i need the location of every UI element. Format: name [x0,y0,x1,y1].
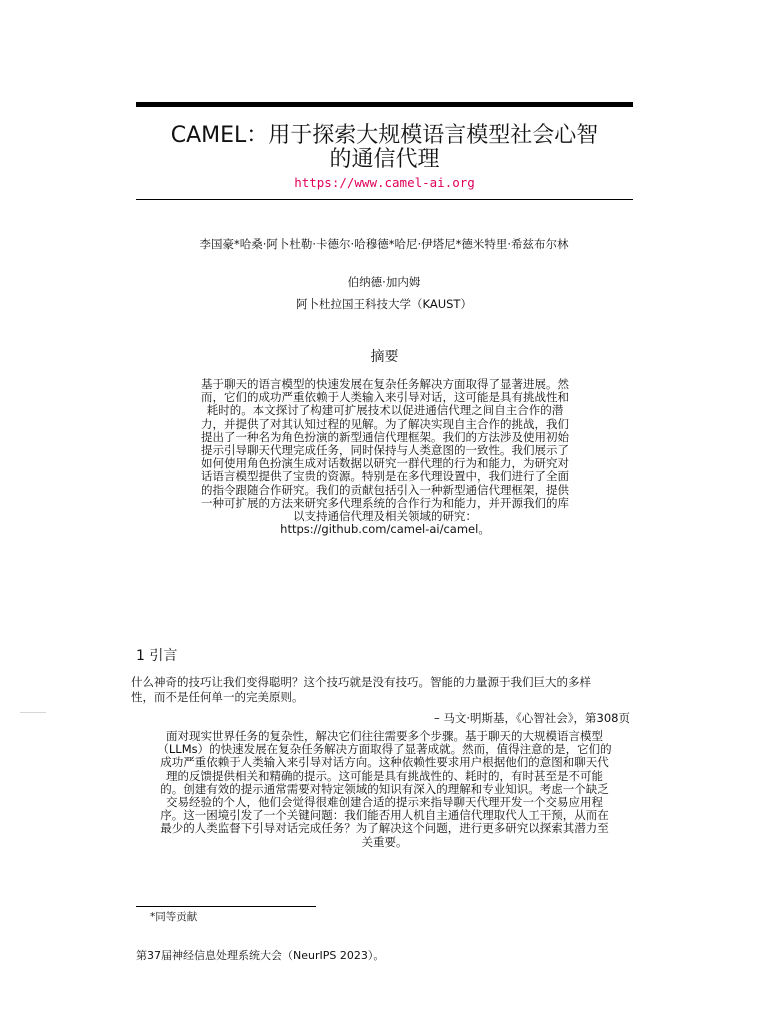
body-line: 理的反馈提供相关和精确的提示。这可能是具有挑战性的、耗时的，有时甚至是不可能 [166,768,603,783]
authors-line-2: 伯纳德·加内姆 [347,275,421,289]
title-rule [136,199,633,200]
abstract-line: 一种可扩展的方法来研究多代理系统的合作行为和能力，并开源我们的库 [201,495,569,510]
abstract-text [180,378,590,536]
venue-note: 第37届神经信息处理系统大会（NeurIPS 2023）。 [136,949,385,962]
body-line: （LLMs）的快速发展在复杂任务解决方面取得了显著成就。然而，值得注意的是，它们的 [157,742,612,757]
abstract-line: 提示引导聊天代理完成任务，同时保持与人类意图的一致性。我们展示了 [201,443,569,458]
body-line: 关重要。 [361,834,408,849]
abstract-line: 基于聊天的语言模型的快速发展在复杂任务解决方面取得了显著进展。然 [201,377,569,391]
abstract-heading: 摘要 [370,349,399,365]
abstract-line: 提出了一种名为角色扮演的新型通信代理框架。我们的方法涉及使用初始 [201,429,569,444]
project-url-link[interactable]: https://www.camel-ai.org [294,175,475,190]
quote-attribution: – 马文·明斯基，《心智社会》，第308页 [433,711,630,725]
top-rule [136,102,633,107]
footnote-rule [136,906,316,907]
abstract-line: 话语言模型提供了宝贵的资源。特别是在多代理设置中，我们进行了全面 [201,469,569,484]
affiliation: 阿卜杜拉国王科技大学（KAUST） [296,297,472,311]
body-line: 成功严重依赖于人类输入来引导对话方向。这种依赖性要求用户根据他们的意图和聊天代 [160,755,609,770]
abstract-line: 以支持通信代理及相关领域的研究： [293,509,477,524]
body-line: 交易经验的个人，他们会觉得很难创建合适的提示来指导聊天代理开发一个交易应用程 [166,795,603,810]
abstract-line: 力，并提供了对其认知过程的见解。为了解决实现自主合作的挑战，我们 [201,416,569,431]
abstract-line: 耗时的。本文探讨了构建可扩展技术以促进通信代理之间自主合作的潜 [206,403,564,418]
epigraph-quote [131,675,636,704]
abstract-line: 如何使用角色扮演生成对话数据以研究一群代理的行为和能力，为研究对 [201,456,569,471]
body-line: 序。这一困境引发了一个关键问题：我们能否用人机自主通信代理取代人工干预，从而在 [160,808,609,823]
margin-mark [20,712,46,713]
title-line-2: 的通信代理 [329,147,440,172]
body-line: 最少的人类监督下引导对话完成任务？为了解决这个问题，进行更多研究以探索其潜力至 [160,821,609,836]
quote-line: 什么神奇的技巧让我们变得聪明？这个技巧就是没有技巧。智能的力量源于我们巨大的多样 [131,675,591,689]
body-line: 的。创建有效的提示通常需要对特定领域的知识有深入的理解和专业知识。考虑一个缺乏 [160,781,609,796]
paper-title [136,124,633,172]
github-link[interactable]: https://github.com/camel-ai/camel。 [280,522,490,537]
body-line: 面对现实世界任务的复杂性，解决它们往往需要多个步骤。基于聊天的大规模语言模型 [166,729,603,743]
section-heading-introduction: 1 引言 [136,648,178,664]
abstract-line: 而，它们的成功严重依赖于人类输入来引导对话，这可能是具有挑战性和 [201,390,569,405]
title-line-1: CAMEL：用于探索大规模语言模型社会心智 [170,123,599,148]
abstract-line: 的指令跟随合作研究。我们的贡献包括引入一种新型通信代理框架，提供 [201,482,569,497]
quote-line: 性，而不是任何单一的完美原则。 [131,689,304,704]
introduction-paragraph [136,730,633,849]
authors-line-1: 李国豪*哈桑·阿卜杜勒·卡德尔·哈穆德*哈尼·伊塔尼*德米特里·希兹布尔林 [199,237,569,251]
footnote-equal-contribution: *同等贡献 [150,911,198,923]
